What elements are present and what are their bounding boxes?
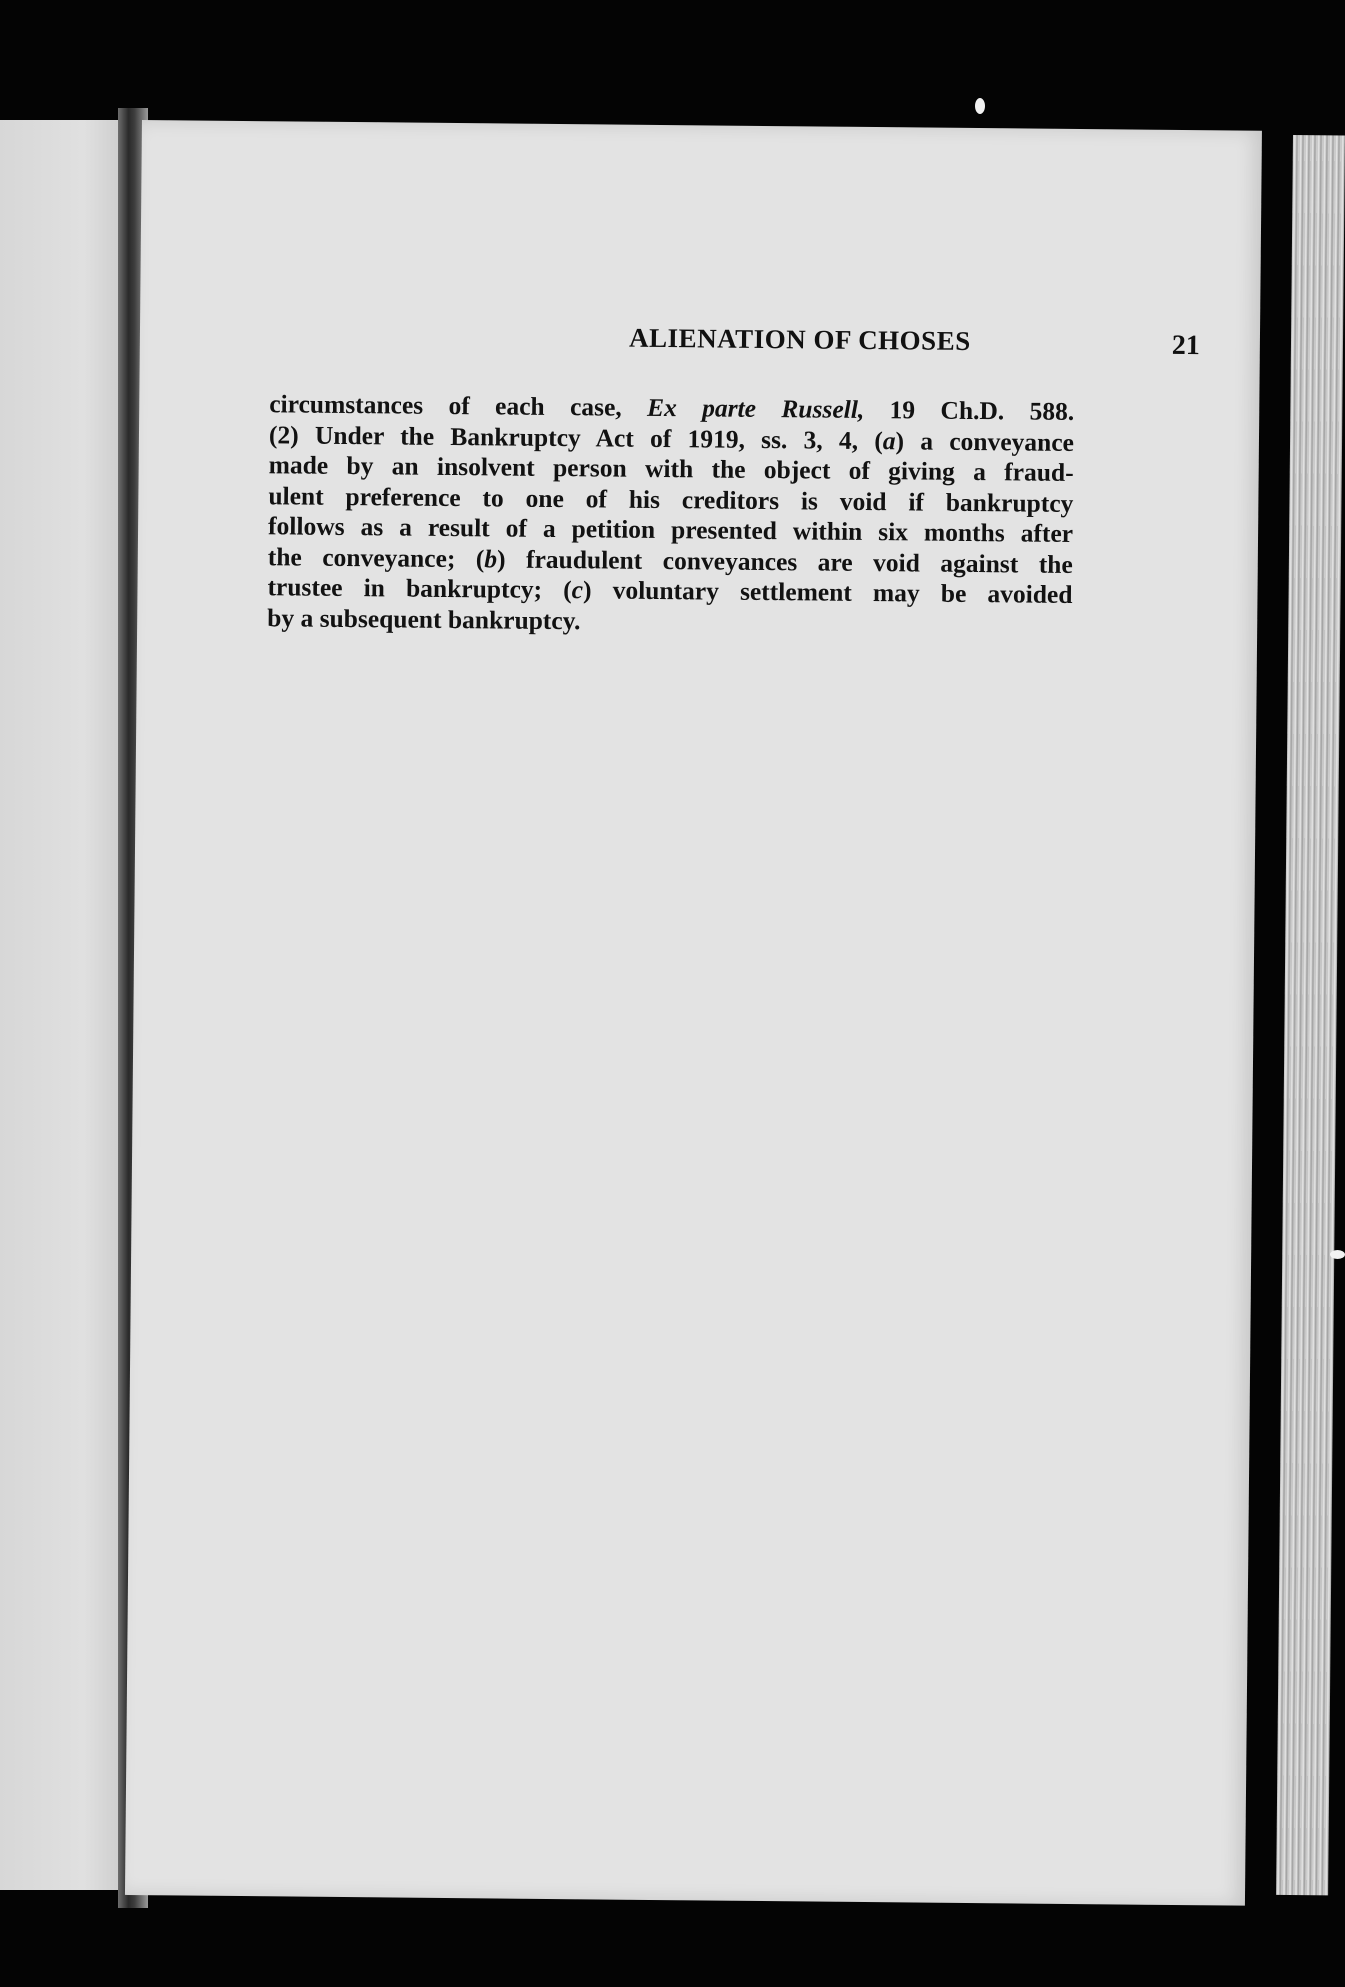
book-page <box>125 120 1262 1906</box>
body-paragraph <box>267 389 1074 641</box>
case-name: Ex parte Russell, <box>646 392 865 424</box>
text-line: follows as a result of a petition presented within six months after <box>267 511 1074 548</box>
text-line: circumstances of each case, Ex parte Russell, 19 Ch.D. 588. <box>269 389 1075 426</box>
text-line: by a subsequent bankruptcy. <box>267 602 581 635</box>
dust-speck <box>1330 1250 1345 1259</box>
running-head-title: ALIENATION OF CHOSES <box>628 322 971 356</box>
text-line: trustee in bankruptcy; (c) voluntary settlement may be avoided <box>267 572 1073 609</box>
dust-speck <box>975 98 985 114</box>
text-line: (2) Under the Bankruptcy Act of 1919, ss. 3, 4, (a) a conveyance <box>268 419 1075 457</box>
running-head <box>470 321 1200 368</box>
page-number: 21 <box>1171 329 1201 362</box>
page-block-edge <box>1276 135 1345 1895</box>
text-line: ulent preference to one of his creditors is void if bankruptcy <box>268 480 1074 518</box>
text-line: the conveyance; (b) fraudulent conveyances are void against the <box>267 541 1073 579</box>
text-line: made by an insolvent person with the object of giving a fraud- <box>268 450 1074 487</box>
